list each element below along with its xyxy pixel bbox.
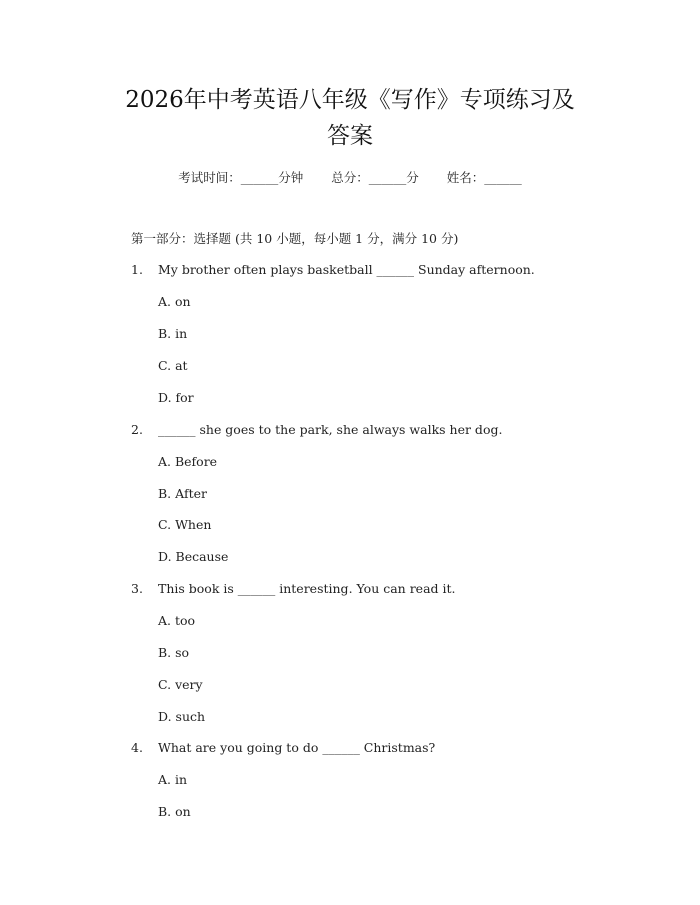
exam-meta <box>0 168 700 186</box>
question-text: This book is ______ interesting. You can read it. <box>158 581 456 596</box>
question-option: A. Before <box>158 454 218 469</box>
question-option: A. on <box>158 294 191 309</box>
exam-time: 考试时间：______分钟 <box>178 170 304 185</box>
question-text: What are you going to do ______ Christmas? <box>158 740 436 755</box>
question-option: B. on <box>158 804 191 819</box>
question-option: A. in <box>158 772 188 787</box>
question-text: My brother often plays basketball ______ Sunday afternoon. <box>158 262 535 277</box>
question-option: D. such <box>158 709 206 724</box>
question-number: 2. <box>131 422 143 437</box>
title-line-2: 答案 <box>327 123 373 149</box>
question-option: D. for <box>158 390 194 405</box>
question-number: 1. <box>131 262 143 277</box>
question-text: ______ she goes to the park, she always walks her dog. <box>158 422 503 437</box>
question-option: C. When <box>158 517 212 532</box>
question-number: 3. <box>131 581 143 596</box>
section-heading: 第一部分：选择题 (共 10 小题，每小题 1 分，满分 10 分) <box>131 231 459 246</box>
question-option: A. too <box>158 613 196 628</box>
question-option: C. very <box>158 677 203 692</box>
student-name-field: 姓名：______ <box>446 170 522 185</box>
question-option: B. After <box>158 486 207 501</box>
title-line-1: 2026年中考英语八年级《写作》专项练习及 <box>125 87 575 113</box>
question-option: B. so <box>158 645 190 660</box>
question-option: B. in <box>158 326 188 341</box>
question-option: C. at <box>158 358 188 373</box>
document-title <box>70 82 630 154</box>
question-number: 4. <box>131 740 143 755</box>
question-option: D. Because <box>158 549 229 564</box>
exam-total-score: 总分：______分 <box>331 170 419 185</box>
